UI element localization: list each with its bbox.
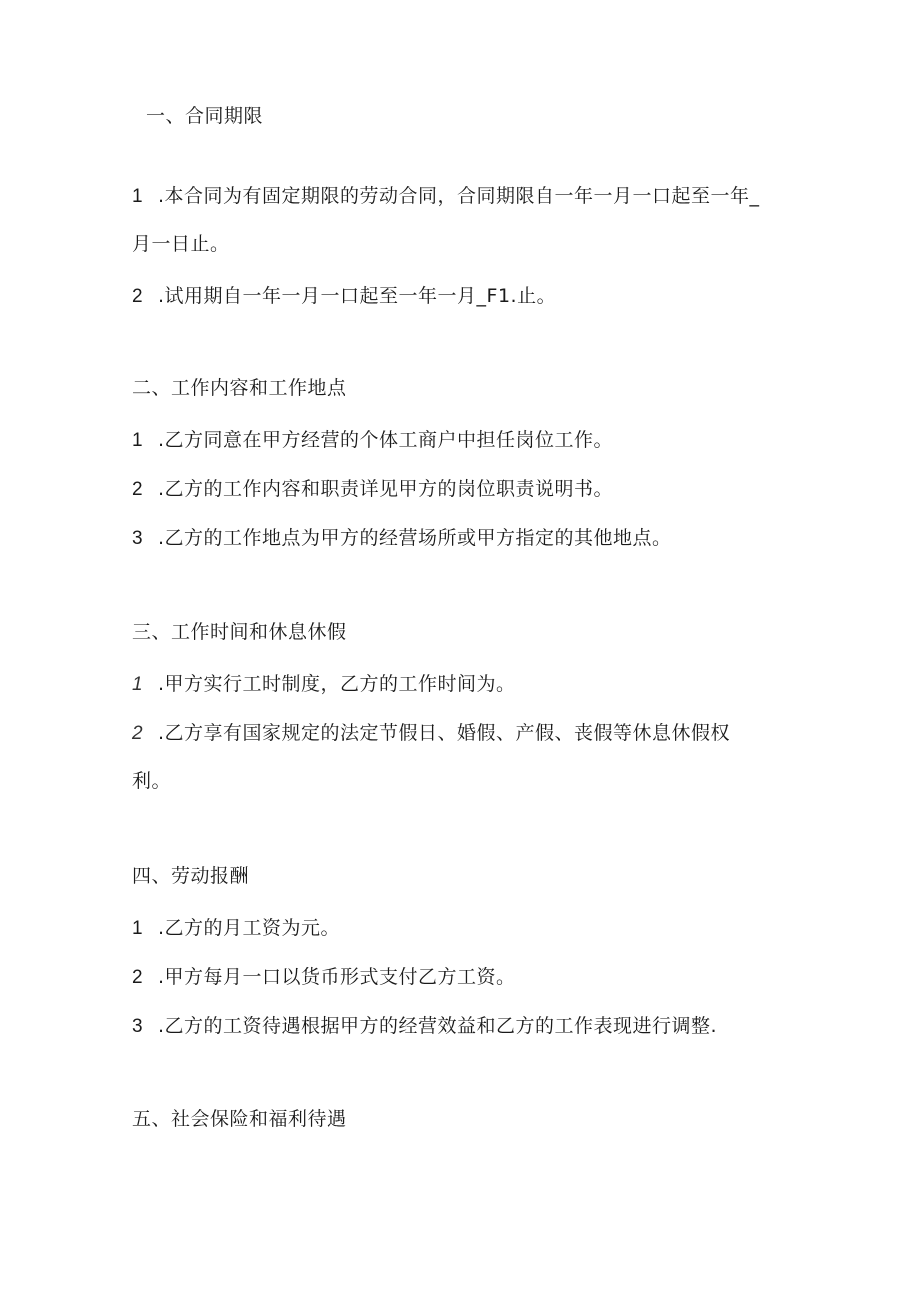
clause-number: 2 [132, 479, 144, 500]
clause-number: 3 [132, 528, 144, 549]
clause-number: 1 [132, 186, 144, 207]
clause-2-1 [132, 428, 613, 453]
clause-4-3 [132, 1014, 717, 1039]
clause-4-1 [132, 916, 340, 941]
clause-text: .乙方的工作内容和职责详见甲方的岗位职责说明书。 [158, 478, 614, 500]
section-heading-3: 三、工作时间和休息休假 [132, 621, 347, 643]
clause-text: .甲方每月一口以货币形式支付乙方工资。 [158, 966, 516, 988]
clause-number: 2 [132, 286, 144, 307]
section-heading-5: 五、社会保险和福利待遇 [132, 1108, 347, 1130]
clause-number: 2 [132, 967, 144, 988]
clause-text: .乙方的月工资为元。 [158, 917, 341, 939]
clause-4-2 [132, 965, 516, 990]
clause-1-2 [132, 284, 556, 309]
clause-text: .本合同为有固定期限的劳动合同，合同期限自一年一月一口起至一年_ [158, 185, 760, 207]
clause-2-3 [132, 526, 672, 551]
clause-3-1 [132, 672, 516, 697]
clause-text: .甲方实行工时制度，乙方的工作时间为。 [158, 673, 516, 695]
clause-text: .试用期自一年一月一口起至一年一月_F1.止。 [158, 285, 557, 307]
section-heading-1: 一、合同期限 [146, 105, 264, 127]
clause-number: 1 [132, 674, 144, 695]
clause-2-2 [132, 477, 613, 502]
clause-number: 1 [132, 918, 144, 939]
section-heading-4: 四、劳动报酬 [132, 865, 250, 887]
clause-number: 2 [132, 723, 144, 744]
clause-text: .乙方同意在甲方经营的个体工商户中担任岗位工作。 [158, 429, 614, 451]
clause-number: 1 [132, 430, 144, 451]
clause-3-2 [132, 721, 730, 746]
clause-text: .乙方享有国家规定的法定节假日、婚假、产假、丧假等休息休假权 [158, 722, 731, 744]
clause-text: .乙方的工作地点为甲方的经营场所或甲方指定的其他地点。 [158, 527, 672, 549]
clause-text: .乙方的工资待遇根据甲方的经营效益和乙方的工作表现进行调整. [158, 1015, 718, 1037]
clause-1-1 [132, 184, 760, 209]
clause-3-2-continuation: 利。 [132, 770, 172, 792]
clause-number: 3 [132, 1016, 144, 1037]
section-heading-2: 二、工作内容和工作地点 [132, 377, 347, 399]
clause-1-1-continuation: 月一日止。 [132, 233, 230, 255]
